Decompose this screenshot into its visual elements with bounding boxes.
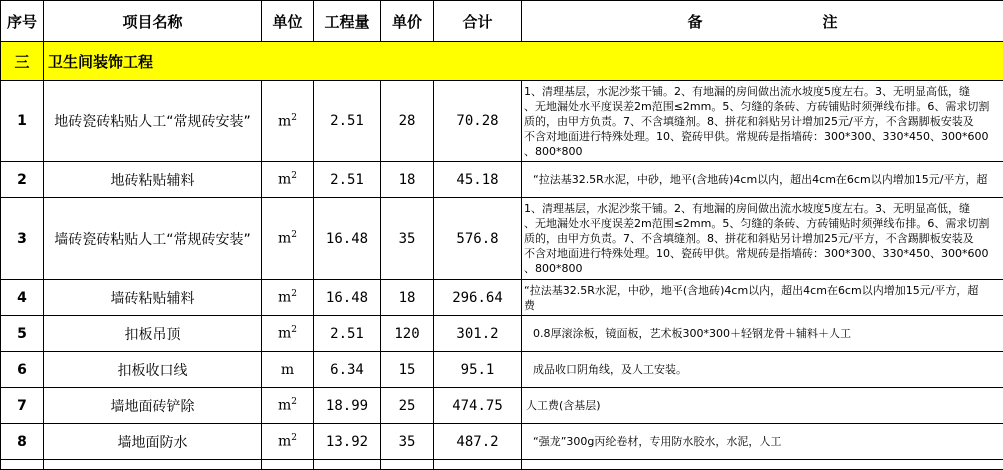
header-total[interactable]: 合计 (434, 1, 522, 42)
row-remark[interactable] (522, 280, 1003, 316)
row-unit[interactable] (262, 162, 314, 198)
unit-base: m (278, 113, 291, 129)
unit-base: m (278, 231, 291, 247)
table-row (1, 280, 1003, 316)
row-unit-price[interactable]: 18 (381, 162, 434, 198)
row-unit-price[interactable]: 35 (381, 424, 434, 460)
unit-superscript: 2 (291, 113, 297, 123)
row-total[interactable]: 487.2 (434, 424, 522, 460)
row-quantity[interactable]: 16.48 (314, 198, 381, 280)
remark-line: 质的，由甲方负责。7、不含填缝剂。8、拼花和斜贴另计增加25元/平方，不含踢脚板安装及 (524, 231, 1003, 246)
row-remark[interactable] (522, 388, 1003, 424)
remark-line: 1、清理基层，水泥沙浆干铺。2、有地漏的房间做出流水坡度5度左右。3、无明显高低，缝 (524, 201, 1003, 216)
section-title[interactable]: 卫生间装饰工程 (44, 42, 1003, 81)
unit-superscript: 2 (291, 230, 297, 240)
remark-line: 费 (524, 298, 1003, 313)
table-row (1, 316, 1003, 352)
unit-superscript: 2 (291, 325, 297, 335)
row-item-name[interactable]: 墙地面防水 (44, 424, 262, 460)
remark-line: 人工费(含基层) (526, 398, 1003, 413)
remark-line: 质的，由甲方负责。7、不含填缝剂。8、拼花和斜贴另计增加25元/平方，不含踢脚板安装及 (524, 114, 1003, 129)
section-number[interactable]: 三 (1, 42, 44, 81)
table-row (1, 81, 1003, 162)
row-unit-price[interactable]: 15 (381, 352, 434, 388)
row-total[interactable]: 45.18 (434, 162, 522, 198)
row-remark[interactable] (522, 352, 1003, 388)
row-remark[interactable] (522, 162, 1003, 198)
row-unit-price[interactable]: 25 (381, 388, 434, 424)
row-unit-price[interactable]: 28 (381, 81, 434, 162)
row-item-name[interactable]: 地砖瓷砖粘贴人工“常规砖安装” (44, 81, 262, 162)
row-quantity[interactable]: 2.51 (314, 316, 381, 352)
row-item-name[interactable]: 墙砖瓷砖粘贴人工“常规砖安装” (44, 198, 262, 280)
unit-base: m (278, 434, 291, 450)
table-row (1, 198, 1003, 280)
remark-line: 0.8厚滚涂板，镜面板，艺术板300*300＋轻钢龙骨＋辅料＋人工 (526, 326, 1003, 341)
header-name[interactable]: 项目名称 (44, 1, 262, 42)
row-unit-price[interactable]: 120 (381, 316, 434, 352)
row-seq[interactable]: 7 (1, 388, 44, 424)
table-row (1, 162, 1003, 198)
table-row-empty (1, 460, 1003, 470)
row-item-name[interactable]: 墙地面砖铲除 (44, 388, 262, 424)
empty-cell[interactable] (314, 460, 381, 470)
section-row (1, 42, 1003, 81)
row-remark[interactable] (522, 316, 1003, 352)
empty-cell[interactable] (434, 460, 522, 470)
empty-cell[interactable] (44, 460, 262, 470)
row-seq[interactable]: 8 (1, 424, 44, 460)
header-price[interactable]: 单价 (381, 1, 434, 42)
row-item-name[interactable]: 地砖粘贴辅料 (44, 162, 262, 198)
table-row (1, 388, 1003, 424)
empty-cell[interactable] (262, 460, 314, 470)
remark-line: “强龙”300g丙纶卷材，专用防水胶水，水泥，人工 (526, 434, 1003, 449)
remark-line: 、800*800 (524, 144, 1003, 159)
row-remark[interactable] (522, 424, 1003, 460)
unit-base: m (278, 398, 291, 414)
unit-superscript: 2 (291, 289, 297, 299)
row-quantity[interactable]: 6.34 (314, 352, 381, 388)
row-total[interactable]: 301.2 (434, 316, 522, 352)
row-unit[interactable] (262, 198, 314, 280)
unit-superscript: 2 (291, 171, 297, 181)
remark-line: 成品收口阴角线，及人工安装。 (526, 362, 1003, 377)
row-quantity[interactable]: 13.92 (314, 424, 381, 460)
header-qty[interactable]: 工程量 (314, 1, 381, 42)
row-remark[interactable] (522, 81, 1003, 162)
table-row (1, 352, 1003, 388)
row-unit[interactable] (262, 316, 314, 352)
unit-superscript: 2 (291, 433, 297, 443)
row-seq[interactable]: 5 (1, 316, 44, 352)
remark-line: 不含对地面进行特殊处理。10、瓷砖甲供。常规砖是指墙砖：300*300、330*450、300*600 (524, 246, 1003, 261)
row-unit-price[interactable]: 18 (381, 280, 434, 316)
row-seq[interactable]: 4 (1, 280, 44, 316)
row-total[interactable]: 296.64 (434, 280, 522, 316)
row-unit[interactable] (262, 280, 314, 316)
unit-base: m (278, 172, 291, 188)
header-unit[interactable]: 单位 (262, 1, 314, 42)
unit-base: m (281, 362, 294, 378)
row-total[interactable]: 474.75 (434, 388, 522, 424)
row-remark[interactable] (522, 198, 1003, 280)
row-quantity[interactable]: 2.51 (314, 162, 381, 198)
row-item-name[interactable]: 扣板吊顶 (44, 316, 262, 352)
header-row (1, 1, 1003, 42)
remark-line: “拉法基32.5R水泥，中砂，地平(含地砖)4cm以内，超出4cm在6cm以内增加15元/平方，超 (524, 283, 1003, 298)
empty-cell[interactable] (381, 460, 434, 470)
header-seq[interactable]: 序号 (1, 1, 44, 42)
row-seq[interactable]: 2 (1, 162, 44, 198)
remark-line: 、无地漏处水平度误差2m范围≤2mm。5、匀缝的条砖、方砖铺贴时须弹线布排。6、需求切割 (524, 216, 1003, 231)
row-total[interactable]: 70.28 (434, 81, 522, 162)
remark-line: 、无地漏处水平度误差2m范围≤2mm。5、匀缝的条砖、方砖铺贴时须弹线布排。6、需求切割 (524, 99, 1003, 114)
row-total[interactable]: 576.8 (434, 198, 522, 280)
header-remark[interactable]: 备 注 (522, 1, 1003, 42)
unit-superscript: 2 (291, 397, 297, 407)
table-row (1, 424, 1003, 460)
row-item-name[interactable]: 墙砖粘贴辅料 (44, 280, 262, 316)
remark-line: 不含对地面进行特殊处理。10、瓷砖甲供。常规砖是指墙砖：300*300、330*450、300*600 (524, 129, 1003, 144)
remark-line: “拉法基32.5R水泥，中砂，地平(含地砖)4cm以内，超出4cm在6cm以内增加15元/平方，超 (526, 172, 1003, 187)
remark-line: 、800*800 (524, 261, 1003, 276)
row-total[interactable]: 95.1 (434, 352, 522, 388)
row-item-name[interactable]: 扣板收口线 (44, 352, 262, 388)
row-unit[interactable] (262, 352, 314, 388)
empty-cell[interactable] (522, 460, 1003, 470)
row-unit[interactable] (262, 388, 314, 424)
empty-cell[interactable] (1, 460, 44, 470)
row-quantity[interactable]: 18.99 (314, 388, 381, 424)
row-unit[interactable] (262, 81, 314, 162)
row-unit[interactable] (262, 424, 314, 460)
unit-base: m (278, 326, 291, 342)
row-quantity[interactable]: 2.51 (314, 81, 381, 162)
row-seq[interactable]: 1 (1, 81, 44, 162)
remark-line: 1、清理基层，水泥沙浆干铺。2、有地漏的房间做出流水坡度5度左右。3、无明显高低，缝 (524, 84, 1003, 99)
row-unit-price[interactable]: 35 (381, 198, 434, 280)
unit-base: m (278, 290, 291, 306)
row-quantity[interactable]: 16.48 (314, 280, 381, 316)
row-seq[interactable]: 6 (1, 352, 44, 388)
row-seq[interactable]: 3 (1, 198, 44, 280)
